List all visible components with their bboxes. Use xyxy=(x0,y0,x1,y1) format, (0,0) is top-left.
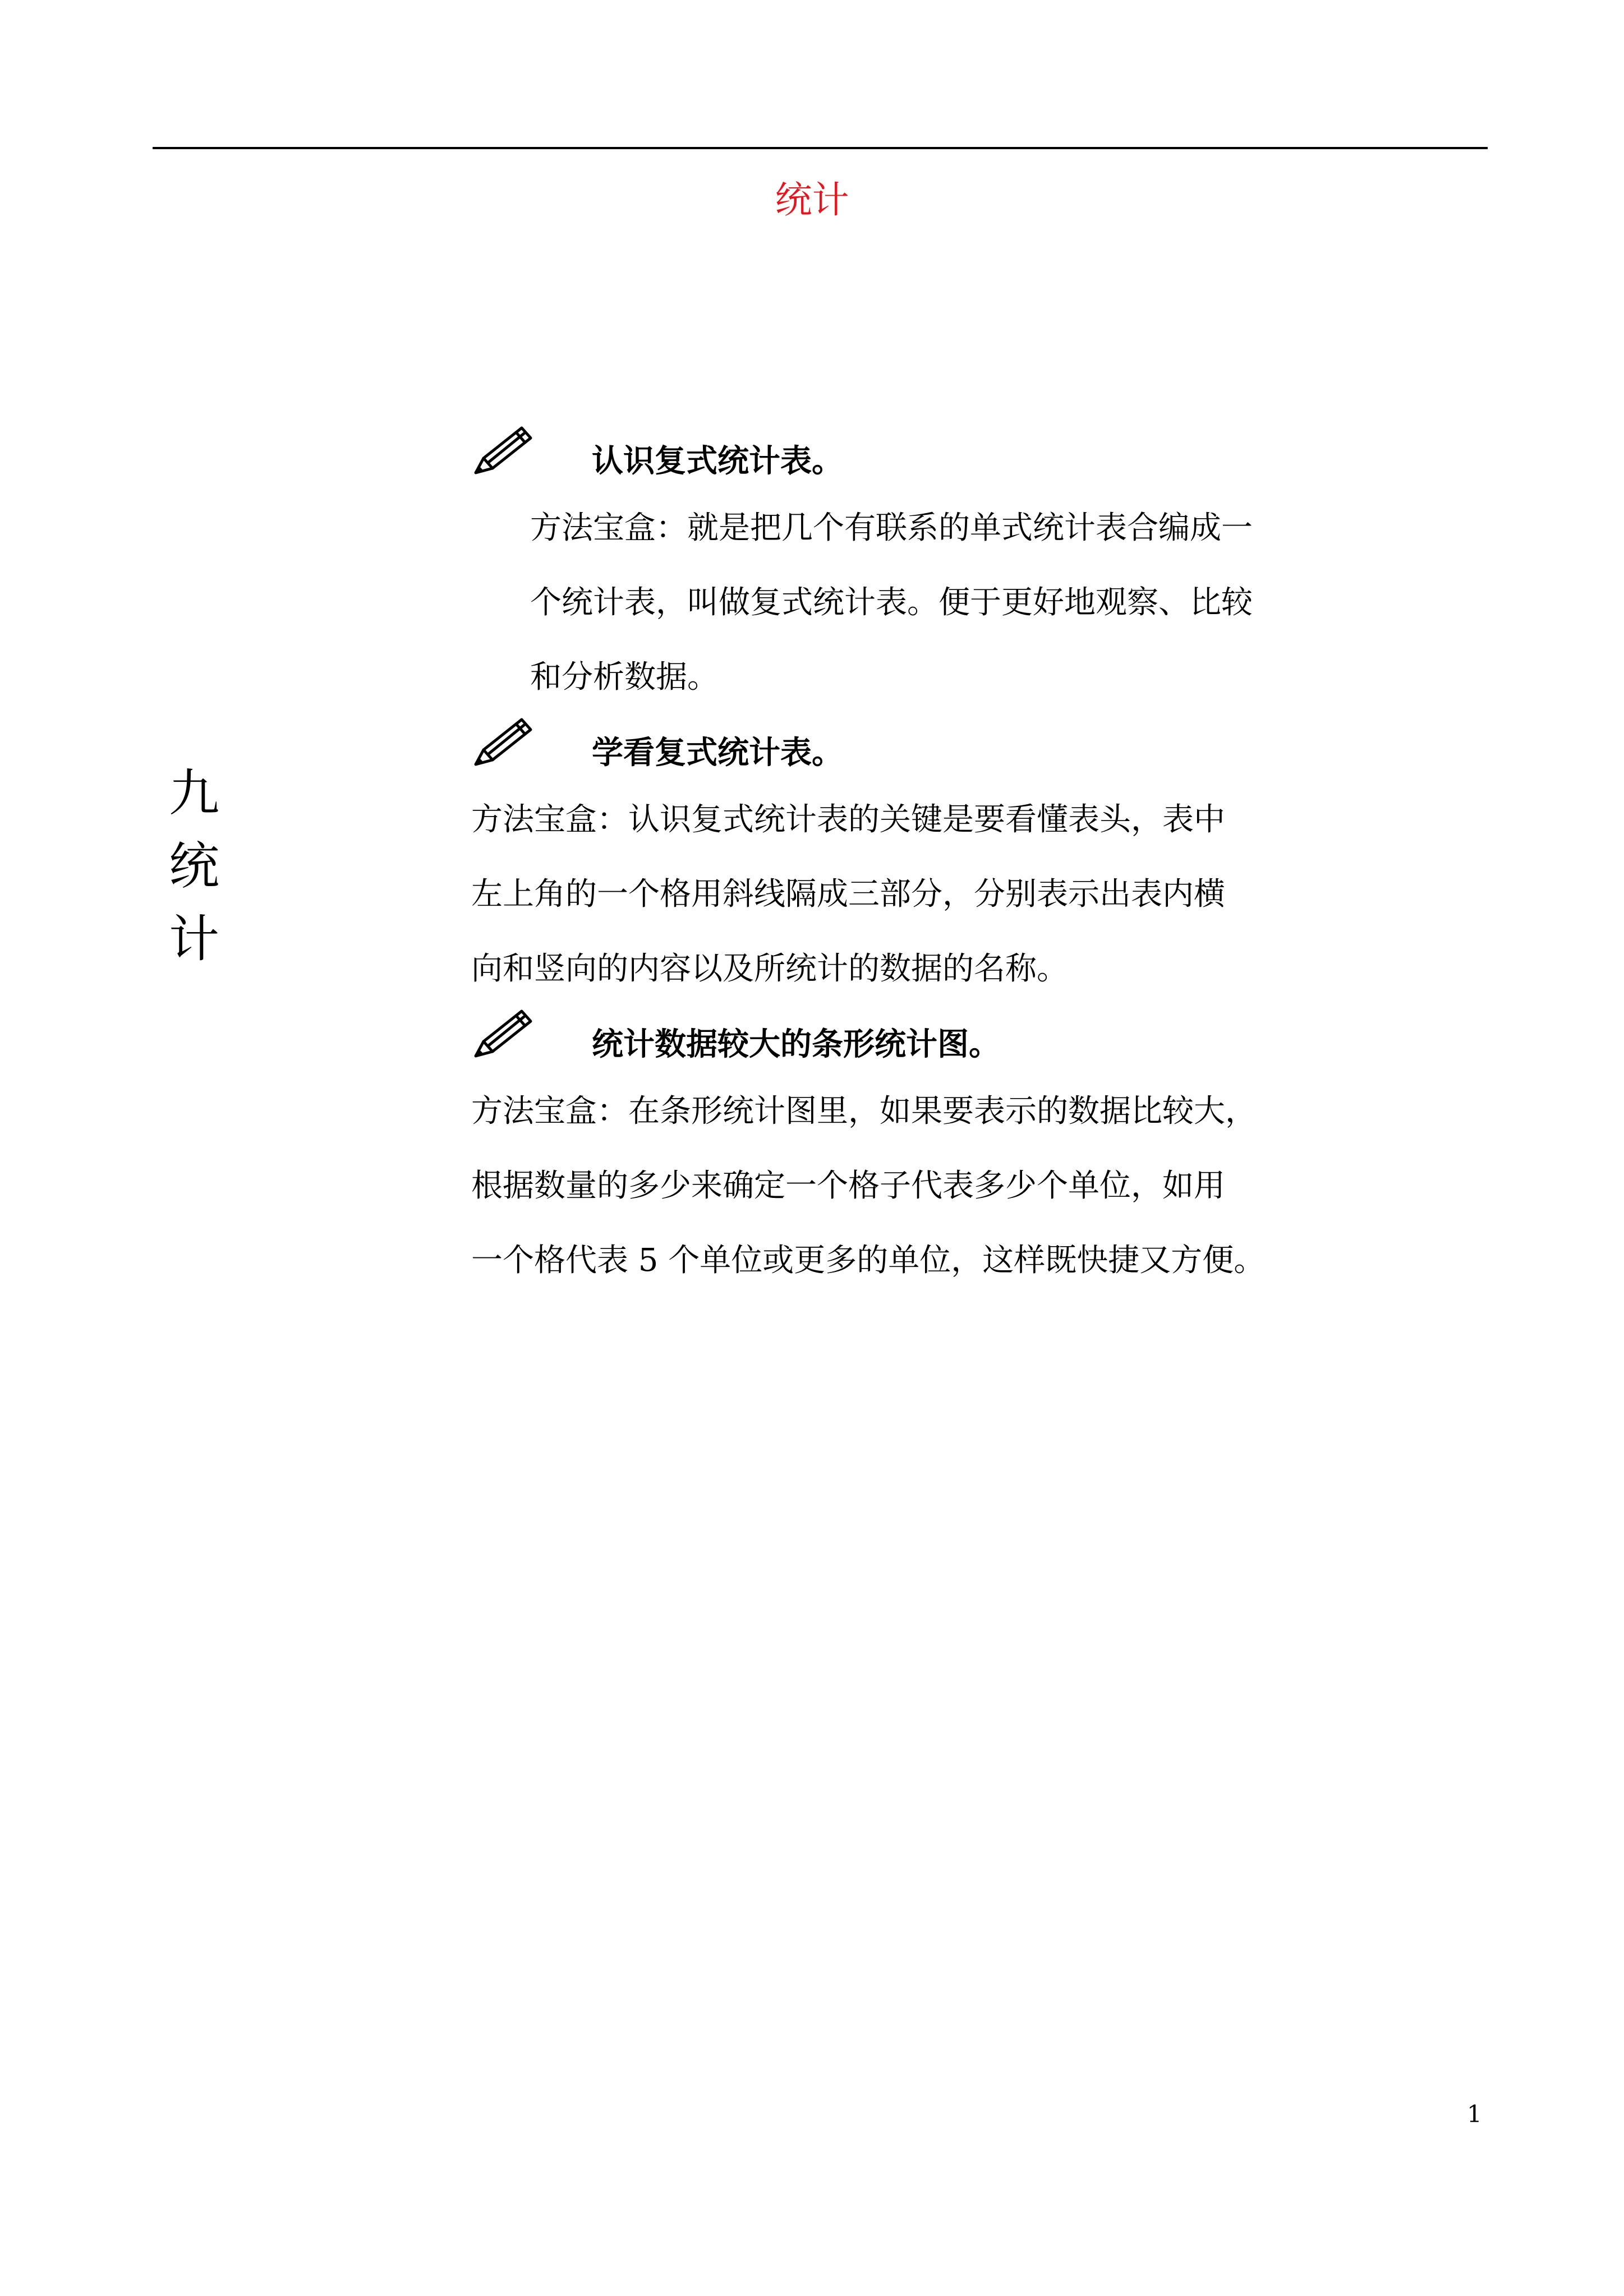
page-number: 1 xyxy=(1467,2100,1482,2128)
body-line: 左上角的一个格用斜线隔成三部分，分别表示出表内横 xyxy=(471,876,1225,912)
section-head xyxy=(471,715,1225,782)
chapter-title-char: 九 xyxy=(169,764,219,823)
section-heading: 统计数据较大的条形统计图。 xyxy=(592,1026,1000,1063)
body-line: 一个格代表 5 个单位或更多的单位，这样既快捷又方便。 xyxy=(471,1242,1266,1279)
chapter-title-char: 计 xyxy=(169,910,219,969)
body-line: 向和竖向的内容以及所统计的数据的名称。 xyxy=(471,951,1068,987)
section-body xyxy=(530,491,1253,714)
body-line: 方法宝盒：就是把几个有联系的单式统计表合编成一 xyxy=(530,510,1253,546)
pencil-icon xyxy=(471,423,534,477)
section-body xyxy=(471,782,1225,1006)
header-rule xyxy=(153,147,1488,149)
section-head xyxy=(471,423,1253,491)
pencil-icon xyxy=(471,715,534,769)
body-line: 根据数量的多少来确定一个格子代表多少个单位，如用 xyxy=(471,1168,1225,1204)
section-1 xyxy=(471,423,1253,714)
body-line: 方法宝盒：在条形统计图里，如果要表示的数据比较大， xyxy=(471,1093,1257,1129)
chapter-title-char: 统 xyxy=(169,837,219,896)
body-line: 方法宝盒：认识复式统计表的关键是要看懂表头，表中 xyxy=(471,801,1225,838)
pencil-icon xyxy=(471,1007,534,1061)
chapter-side-title xyxy=(166,757,222,976)
body-line: 个统计表，叫做复式统计表。便于更好地观察、比较 xyxy=(530,584,1253,621)
body-line: 和分析数据。 xyxy=(530,659,719,695)
section-body xyxy=(471,1074,1265,1298)
page-header-title: 统计 xyxy=(775,178,849,222)
section-3 xyxy=(471,1007,1265,1298)
section-heading: 学看复式统计表。 xyxy=(592,734,843,771)
section-heading: 认识复式统计表。 xyxy=(592,442,843,480)
section-2 xyxy=(471,715,1225,1006)
section-head xyxy=(471,1007,1265,1074)
